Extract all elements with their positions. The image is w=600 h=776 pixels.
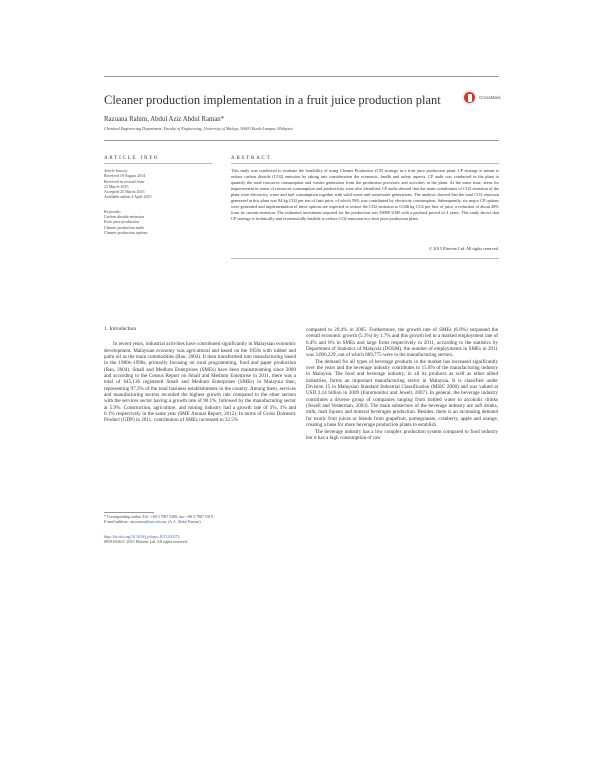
affiliation: Chemical Engineering Department, Faculty of Engineering, University of Malaya, 50603 Kuala Lumpur, Malaysia <box>104 126 293 131</box>
email-label: E-mail address: <box>104 520 129 524</box>
keyword: Cleaner production audit <box>104 224 144 230</box>
header-rule <box>104 140 499 141</box>
copyright: © 2015 Elsevier Ltd. All rights reserved. <box>428 246 499 251</box>
introduction-heading: 1. Introduction <box>104 326 137 332</box>
abstract-text: This study was conducted to evaluate the feasibility of using Cleaner Production (CP) strategy in a fruit juice production plant. CP strategy is meant to reduce carbon dioxide (CO2) emission by taking into consideration the economic, health and safety aspects. CP audit was conducted in the plant to quantify the total resources consumption and wastes generation from the production processes and activities in the plant. At the same time, areas for improvement in terms of resources consumption and productivity were also identified. CP audit showed that the main contributors of CO2 emission of the plant were electricity, water and fuel consumption together with solid waste and wastewater generations. The analysis showed that the total CO2 emission generated at this plant was 84 kg CO2 per ton of fruit juice, of which 59% was contributed by electricity consumption. Subsequently, six major CP options were generated and implementation of these options are expected to reduce the CO2 emission to 0.046 kg CO2 per liter of juice, a reduction of about 28% from its current emission. The estimated investment required for the production was 58000 USD with a payback period of 4 years. This study shows that CP strategy is technically and economically feasible to reduce CO2 emission in a fruit juice production plant. <box>231 168 499 221</box>
doi-link[interactable]: http://dx.doi.org/10.1016/j.jclepro.2015.03.073 <box>104 534 180 539</box>
keyword: Fruit juice production <box>104 219 139 225</box>
email-link[interactable]: azizraman@um.edu.my (A.A. Abdul Raman). <box>129 520 202 524</box>
keyword: Carbon dioxide emission <box>104 214 144 220</box>
abstract-divider <box>231 163 499 164</box>
top-rule <box>104 76 499 77</box>
abstract-bottom-rule <box>231 258 499 259</box>
footnote <box>104 512 296 525</box>
crossmark-icon <box>462 90 477 105</box>
body-column-left <box>104 326 296 424</box>
history-item: Accepted 25 March 2015 <box>104 189 145 195</box>
crossmark-badge[interactable] <box>462 90 500 112</box>
article-title: Cleaner production implementation in a fruit juice production plant <box>104 93 441 107</box>
article-info-heading: ARTICLE INFO <box>104 156 160 161</box>
footnote-rule <box>104 512 154 513</box>
history-label: Article history: <box>104 168 129 173</box>
body-paragraph: The beverage industry has a low complex production system compared to food industry but it has a high consumption of raw <box>306 428 498 441</box>
keywords-label: Keywords: <box>104 208 122 214</box>
keyword: Cleaner production options <box>104 229 148 235</box>
body-paragraph: In recent years, industrial activities have contributed significantly in Malaysian economic development. Malaysian economy was agricultural and based on the 1950s with rubber and palm oil as the main commodities (Rao, 2004). It then transformed into manufacturing based in the 1980s–1990s, primarily focusing on rural programming, food and paper production (Rao, 2004). Small and Medium Enterprises (SMEs) have been mainstreaming since 2000 and according to the Census Report on Small and Medium Enterprise in 2011, there was a total of 645,136 registered Small and Medium Enterprises (SMEs) in Malaysia then, representing 97.3% of the total business establishments in the country. Among them, services and manufacturing sectors recorded the highest growth rate compared to the other sectors with the services sector having a growth rate of 90.1%, followed by the manufacturing sector at 5.9%. Construction, agriculture, and mining industry had a growth rate of 3%, 1% and 0.1% respectively in the same year (SME Annual Report, 2012). In terms of Gross Domestic Product (GDP) in 2011, contribution of SMEs increased to 32.5% <box>104 341 296 424</box>
abstract-heading: ABSTRACT <box>231 156 272 161</box>
article-info <box>104 168 212 235</box>
history-item: 21 March 2015 <box>104 183 129 189</box>
history-item: Received 19 August 2014 <box>104 173 146 179</box>
issn-line: 0959-6526/© 2015 Elsevier Ltd. All rights reserved. <box>104 539 188 544</box>
body-paragraph: compared to 29.4% in 2005. Furthermore, the growth rate of SMEs (6.8%) surpassed the overall economic growth (5.1%) by 1.7% and this growth led to a marked employment rate of 6.4% and 6% in SMEs and large firms respectively in 2011, according to the statistics by Department of Statistics of Malaysia (DOSM), the number of employments in SMEs in 2011 was 3,006,229, out of which 689,775 were in the manufacturing sectors. <box>306 327 498 359</box>
corresponding-author: * Corresponding author. Tel.: +60 3 7967 5300; fax: +60 3 7967 5319. <box>104 515 214 519</box>
body-paragraph: The demand for all types of beverage products in the market has increased significantly over the years and the beverage industry contributes to 15.8% of the manufacturing industry in Malaysia. The food and beverage industry, in all its products as well as other allied industries, forms an important manufacturing sector in Malaysia. It is classified under Division 15 in Malaysian Standard Industrial Classification (MSIC 2000) and was valued at USD 2.14 billion in 2009 (Euromonitor and Jewell, 2007). In general, the beverage industry constitutes a diverse group of companies ranging from bottled water to alcoholic drinks (Jewell and Vesterman, 2003). The main subsectors of the beverage industry are soft drinks, milk, malt liquors and mineral beverages production. Besides, there is an increasing demand for exotic fruit juices or blends from grapefruit, pomegranate, cranberry, apple and orange, creating a base for more beverage production plants to establish. <box>306 358 498 429</box>
doi-block <box>104 534 188 544</box>
history-item: Received in revised form <box>104 178 145 184</box>
crossmark-label: CrossMark <box>479 95 501 100</box>
body-column-right <box>306 327 498 441</box>
history-item: Available online 4 April 2015 <box>104 194 152 200</box>
authors: Razuana Rahim, Abdul Aziz Abdul Raman* <box>104 116 225 123</box>
article-info-divider <box>104 163 212 164</box>
